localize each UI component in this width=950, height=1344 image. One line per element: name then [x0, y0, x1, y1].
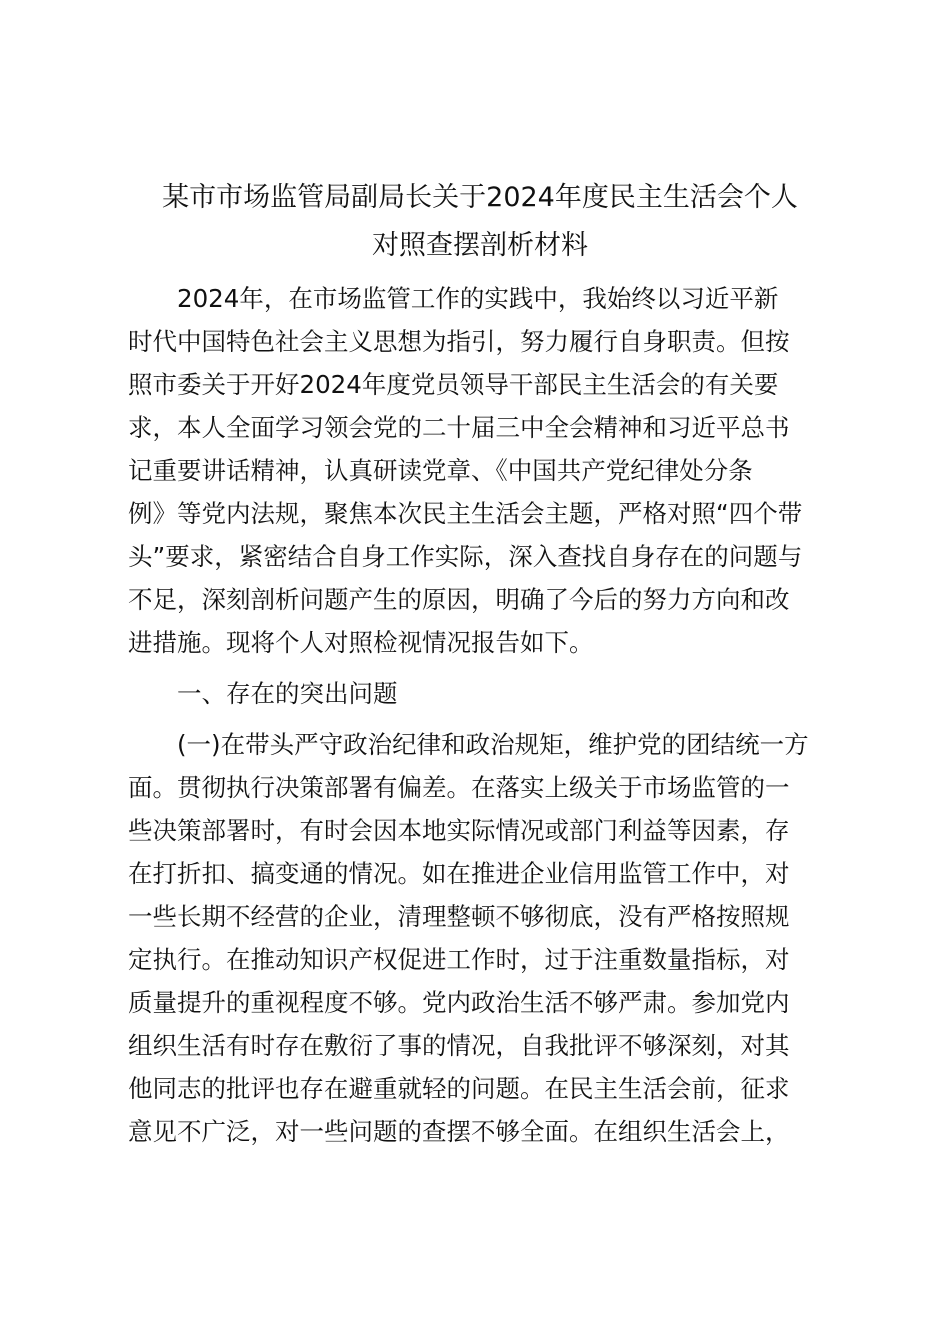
intro-text-line: 不足，深刻剖析问题产生的原因，明确了今后的努力方向和改 — [128, 585, 790, 614]
intro-text-line: 记重要讲话精神，认真研读党章、《中国共产党纪律处分条 — [128, 456, 753, 485]
section-text-line: 意见不广泛，对一些问题的查摆不够全面。在组织生活会上， — [128, 1117, 790, 1146]
section-text-line: 定执行。在推动知识产权促进工作时，过于注重数量指标，对 — [128, 945, 790, 974]
document-title-line-2: 对照查摆剖析材料 — [372, 230, 588, 261]
section-heading: 一、存在的突出问题 — [177, 679, 398, 708]
intro-text-line: 时代中国特色社会主义思想为指引，努力履行自身职责。但按 — [128, 327, 790, 356]
section-text-line: 些决策部署时，有时会因本地实际情况或部门利益等因素，存 — [128, 816, 790, 845]
section-text-line: 面。贯彻执行决策部署有偏差。在落实上级关于市场监管的一 — [128, 773, 790, 802]
intro-text-line: 例》等党内法规，聚焦本次民主生活会主题，严格对照“四个带 — [128, 499, 803, 528]
section-text-line: 他同志的批评也存在避重就轻的问题。在民主生活会前，征求 — [128, 1074, 790, 1103]
intro-text-line: 2024年，在市场监管工作的实践中，我始终以习近平新 — [177, 284, 779, 313]
section-text-line: 一些长期不经营的企业，清理整顿不够彻底，没有严格按照规 — [128, 902, 790, 931]
intro-text-line: 进措施。现将个人对照检视情况报告如下。 — [128, 628, 594, 657]
section-text-line: 组织生活有时存在敷衍了事的情况，自我批评不够深刻，对其 — [128, 1031, 790, 1060]
intro-text-line: 求，本人全面学习领会党的二十届三中全会精神和习近平总书 — [128, 413, 790, 442]
section-text-line: 质量提升的重视程度不够。党内政治生活不够严肃。参加党内 — [128, 988, 790, 1017]
intro-text-line: 照市委关于开好2024年度党员领导干部民主生活会的有关要 — [128, 370, 779, 399]
document-title-line-1: 某市市场监管局副局长关于2024年度民主生活会个人 — [162, 182, 798, 213]
intro-text-line: 头”要求，紧密结合自身工作实际，深入查找自身存在的问题与 — [128, 542, 803, 571]
section-text-line: 在打折扣、搞变通的情况。如在推进企业信用监管工作中，对 — [128, 859, 790, 888]
section-text-line: (一)在带头严守政治纪律和政治规矩，维护党的团结统一方 — [177, 730, 809, 759]
